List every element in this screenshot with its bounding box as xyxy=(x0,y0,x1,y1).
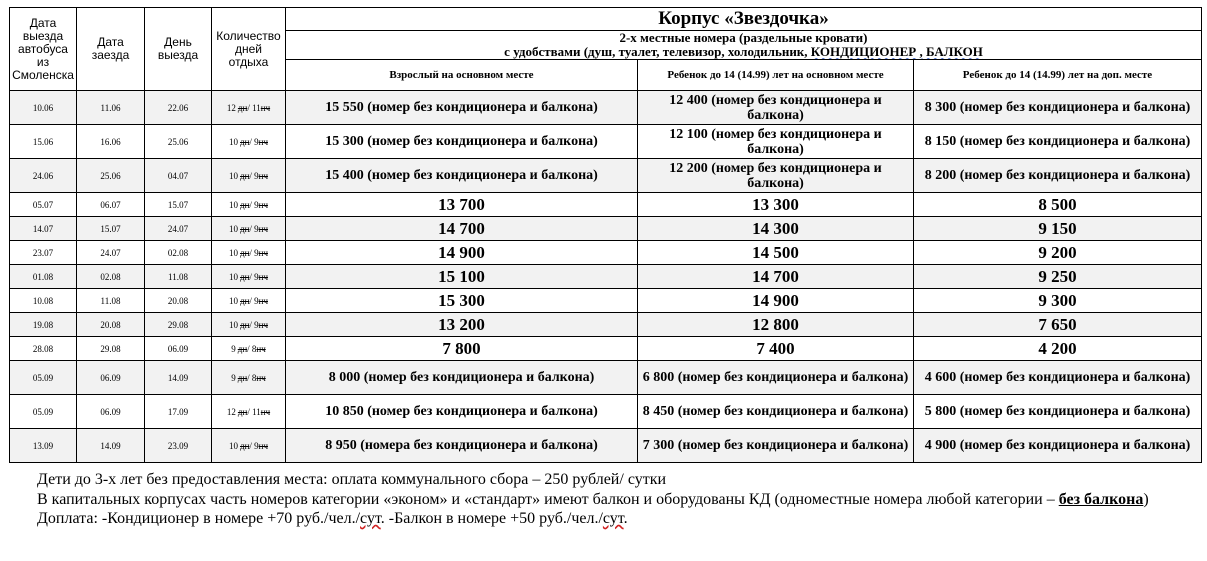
cell-departure-smolensk: 01.08 xyxy=(10,265,77,289)
table-row xyxy=(10,217,1202,241)
cell-departure-day: 22.06 xyxy=(145,91,212,125)
cell-departure-day: 29.08 xyxy=(145,313,212,337)
cell-price-child-main: 12 100 (номер без кондиционера и балкона) xyxy=(638,125,914,159)
category-child-extra: Ребенок до 14 (14.99) лет на доп. месте xyxy=(914,60,1202,91)
cell-departure-day: 25.06 xyxy=(145,125,212,159)
cell-price-child-extra: 9 250 xyxy=(914,265,1202,289)
note-surcharge-c: . xyxy=(623,510,628,527)
category-adult: Взрослый на основном месте xyxy=(286,60,638,91)
days-unit: нч xyxy=(260,406,271,417)
cell-price-child-extra: 8 150 (номер без кондиционера и балкона) xyxy=(914,125,1202,159)
cell-arrival-date: 15.07 xyxy=(77,217,145,241)
cell-arrival-date: 16.06 xyxy=(77,125,145,159)
cell-price-child-main: 12 400 (номер без кондиционера и балкона) xyxy=(638,91,914,125)
days-unit: нч xyxy=(258,199,268,210)
cell-price-child-extra: 9 300 xyxy=(914,289,1202,313)
cell-price-child-main: 14 300 xyxy=(638,217,914,241)
cell-departure-smolensk: 05.09 xyxy=(10,395,77,429)
days-number: 11 xyxy=(252,102,261,113)
days-unit: дн xyxy=(237,102,248,113)
cell-departure-day: 15.07 xyxy=(145,193,212,217)
table-row xyxy=(10,337,1202,361)
cell-departure-day: 02.08 xyxy=(145,241,212,265)
days-number: 10 xyxy=(228,440,238,451)
days-separator: / xyxy=(247,372,252,383)
cell-price-adult: 8 950 (номера без кондиционера и балкона) xyxy=(286,429,638,463)
cell-arrival-date: 29.08 xyxy=(77,337,145,361)
cell-departure-smolensk: 10.06 xyxy=(10,91,77,125)
cell-departure-smolensk: 24.06 xyxy=(10,159,77,193)
days-unit: нч xyxy=(260,102,271,113)
days-separator: / xyxy=(249,223,255,234)
note-balcony-end: ) xyxy=(1143,490,1149,508)
note-surcharge-sut1: сут xyxy=(360,510,381,527)
days-unit: дн xyxy=(239,319,250,330)
cell-days-count xyxy=(212,289,286,313)
days-unit: дн xyxy=(239,223,250,234)
header-arrival-date: Дата заезда xyxy=(77,8,145,91)
cell-days-count xyxy=(212,91,286,125)
cell-departure-day: 20.08 xyxy=(145,289,212,313)
cell-price-child-main: 12 200 (номер без кондиционера и балкона) xyxy=(638,159,914,193)
cell-price-adult: 7 800 xyxy=(286,337,638,361)
cell-departure-smolensk: 05.07 xyxy=(10,193,77,217)
cell-arrival-date: 06.09 xyxy=(77,395,145,429)
days-separator: / xyxy=(249,170,255,181)
cell-price-adult: 8 000 (номер без кондиционера и балкона) xyxy=(286,361,638,395)
table-row xyxy=(10,193,1202,217)
days-separator: / xyxy=(249,440,255,451)
cell-price-child-extra: 9 200 xyxy=(914,241,1202,265)
days-separator: / xyxy=(247,406,253,417)
days-number: 9 xyxy=(254,136,259,147)
cell-days-count xyxy=(212,429,286,463)
days-unit: нч xyxy=(258,136,268,147)
days-unit: дн xyxy=(239,170,250,181)
cell-price-child-extra: 5 800 (номер без кондиционера и балкона) xyxy=(914,395,1202,429)
days-separator: / xyxy=(249,271,255,282)
days-number: 12 xyxy=(226,102,236,113)
days-unit: нч xyxy=(256,372,266,383)
cell-price-child-main: 8 450 (номер без кондиционера и балкона) xyxy=(638,395,914,429)
header-days-count: Количество дней отдыха xyxy=(212,8,286,91)
cell-departure-day: 14.09 xyxy=(145,361,212,395)
cell-departure-smolensk: 14.07 xyxy=(10,217,77,241)
days-unit: дн xyxy=(237,406,248,417)
cell-departure-smolensk: 05.09 xyxy=(10,361,77,395)
category-child-main: Ребенок до 14 (14.99) лет на основном месте xyxy=(638,60,914,91)
header-departure-day: День выезда xyxy=(145,8,212,91)
days-number: 9 xyxy=(254,271,259,282)
cell-departure-day: 11.08 xyxy=(145,265,212,289)
cell-departure-day: 06.09 xyxy=(145,337,212,361)
note-surcharge-a: Доплата: -Кондиционер в номере +70 руб./чел./ xyxy=(37,510,361,527)
cell-arrival-date: 11.06 xyxy=(77,91,145,125)
cell-departure-day: 17.09 xyxy=(145,395,212,429)
days-unit: нч xyxy=(256,343,266,354)
cell-price-child-main: 14 900 xyxy=(638,289,914,313)
subtitle-line1: 2-х местные номера (раздельные кровати) xyxy=(619,30,868,45)
days-unit: нч xyxy=(258,223,268,234)
days-unit: нч xyxy=(258,319,268,330)
table-row xyxy=(10,125,1202,159)
days-unit: дн xyxy=(239,247,250,258)
cell-price-adult: 15 550 (номер без кондиционера и балкона) xyxy=(286,91,638,125)
days-number: 9 xyxy=(231,343,236,354)
cell-price-adult: 15 300 xyxy=(286,289,638,313)
note-surcharge-b: . -Балкон в номере +50 руб./чел./ xyxy=(380,510,603,527)
days-unit: нч xyxy=(258,440,268,451)
note-balcony-text: В капитальных корпусах часть номеров категории «эконом» и «стандарт» имеют балкон и оборудованы КД (одноместные номера любой категории – xyxy=(37,490,1055,508)
cell-price-child-extra: 7 650 xyxy=(914,313,1202,337)
days-number: 9 xyxy=(231,372,236,383)
cell-days-count xyxy=(212,395,286,429)
cell-price-child-main: 14 700 xyxy=(638,265,914,289)
days-separator: / xyxy=(247,343,252,354)
days-unit: дн xyxy=(239,440,250,451)
days-unit: нч xyxy=(258,295,268,306)
days-number: 10 xyxy=(228,170,238,181)
days-unit: нч xyxy=(258,170,268,181)
cell-price-child-extra: 4 600 (номер без кондиционера и балкона) xyxy=(914,361,1202,395)
cell-price-adult: 14 700 xyxy=(286,217,638,241)
days-number: 9 xyxy=(254,199,259,210)
cell-departure-smolensk: 23.07 xyxy=(10,241,77,265)
days-unit: дн xyxy=(239,271,250,282)
cell-price-adult: 14 900 xyxy=(286,241,638,265)
cell-price-adult: 13 700 xyxy=(286,193,638,217)
table-row xyxy=(10,159,1202,193)
days-number: 9 xyxy=(254,170,259,181)
days-number: 8 xyxy=(251,343,257,354)
cell-price-child-extra: 8 200 (номер без кондиционера и балкона) xyxy=(914,159,1202,193)
days-separator: / xyxy=(249,136,255,147)
table-row xyxy=(10,289,1202,313)
days-number: 10 xyxy=(228,271,238,282)
table-row xyxy=(10,241,1202,265)
days-number: 10 xyxy=(228,223,238,234)
days-unit: дн xyxy=(239,136,250,147)
cell-departure-day: 23.09 xyxy=(145,429,212,463)
table-row xyxy=(10,265,1202,289)
notes xyxy=(37,470,1197,529)
cell-price-child-main: 13 300 xyxy=(638,193,914,217)
subtitle-line2 xyxy=(288,45,1199,59)
note-balcony xyxy=(37,490,1197,510)
cell-price-child-main: 7 400 xyxy=(638,337,914,361)
cell-price-adult: 15 400 (номер без кондиционера и балкона) xyxy=(286,159,638,193)
cell-price-child-extra: 4 900 (номер без кондиционера и балкона) xyxy=(914,429,1202,463)
days-unit: нч xyxy=(258,271,268,282)
cell-price-child-extra: 8 500 xyxy=(914,193,1202,217)
cell-departure-smolensk: 19.08 xyxy=(10,313,77,337)
days-number: 10 xyxy=(228,136,238,147)
subtitle-line2-text: с удобствами (душ, туалет, телевизор, холодильник, xyxy=(504,44,808,59)
table-subtitle xyxy=(286,31,1202,60)
table-row xyxy=(10,91,1202,125)
cell-arrival-date: 24.07 xyxy=(77,241,145,265)
cell-days-count xyxy=(212,193,286,217)
days-separator: / xyxy=(249,199,255,210)
note-children-under-3: Дети до 3-х лет без предоставления места: оплата коммунального сбора – 250 рублей/ сутки xyxy=(37,471,667,488)
days-number: 9 xyxy=(254,440,259,451)
days-number: 10 xyxy=(228,199,238,210)
days-number: 9 xyxy=(254,319,259,330)
cell-price-adult: 15 100 xyxy=(286,265,638,289)
days-unit: дн xyxy=(237,372,248,383)
cell-price-child-extra: 8 300 (номер без кондиционера и балкона) xyxy=(914,91,1202,125)
cell-arrival-date: 02.08 xyxy=(77,265,145,289)
days-separator: / xyxy=(249,319,255,330)
table-row xyxy=(10,361,1202,395)
cell-days-count xyxy=(212,241,286,265)
cell-price-adult: 15 300 (номер без кондиционера и балкона) xyxy=(286,125,638,159)
cell-departure-smolensk: 13.09 xyxy=(10,429,77,463)
cell-departure-smolensk: 28.08 xyxy=(10,337,77,361)
table-row xyxy=(10,429,1202,463)
days-number: 10 xyxy=(228,247,238,258)
cell-days-count xyxy=(212,265,286,289)
table-row xyxy=(10,395,1202,429)
cell-price-child-main: 14 500 xyxy=(638,241,914,265)
cell-arrival-date: 11.08 xyxy=(77,289,145,313)
cell-days-count xyxy=(212,337,286,361)
days-separator: / xyxy=(247,102,253,113)
cell-price-child-main: 12 800 xyxy=(638,313,914,337)
cell-price-adult: 10 850 (номер без кондиционера и балкона) xyxy=(286,395,638,429)
cell-days-count xyxy=(212,313,286,337)
subtitle-line2-underlined: КОНДИЦИОНЕР , БАЛКОН xyxy=(810,44,983,59)
note-no-balcony: без балкона xyxy=(1058,490,1144,508)
cell-price-child-extra: 9 150 xyxy=(914,217,1202,241)
cell-departure-day: 04.07 xyxy=(145,159,212,193)
note-surcharge xyxy=(37,509,1197,529)
cell-arrival-date: 06.07 xyxy=(77,193,145,217)
cell-price-child-main: 6 800 (номер без кондиционера и балкона) xyxy=(638,361,914,395)
cell-days-count xyxy=(212,125,286,159)
cell-days-count xyxy=(212,361,286,395)
cell-departure-day: 24.07 xyxy=(145,217,212,241)
days-number: 9 xyxy=(254,247,259,258)
cell-arrival-date: 25.06 xyxy=(77,159,145,193)
days-separator: / xyxy=(249,247,255,258)
cell-departure-smolensk: 10.08 xyxy=(10,289,77,313)
cell-days-count xyxy=(212,217,286,241)
days-separator: / xyxy=(249,295,255,306)
days-number: 9 xyxy=(254,295,259,306)
cell-days-count xyxy=(212,159,286,193)
days-number: 12 xyxy=(226,406,236,417)
header-departure-smolensk: Дата выезда автобуса из Смоленска xyxy=(10,8,77,91)
table-title: Корпус «Звездочка» xyxy=(286,8,1202,31)
note-surcharge-sut2: сут xyxy=(602,510,624,527)
cell-arrival-date: 06.09 xyxy=(77,361,145,395)
cell-price-child-main: 7 300 (номер без кондиционера и балкона) xyxy=(638,429,914,463)
days-number: 9 xyxy=(254,223,259,234)
cell-arrival-date: 14.09 xyxy=(77,429,145,463)
days-unit: дн xyxy=(239,295,250,306)
cell-price-adult: 13 200 xyxy=(286,313,638,337)
cell-arrival-date: 20.08 xyxy=(77,313,145,337)
days-number: 10 xyxy=(228,319,238,330)
price-table xyxy=(9,7,1202,463)
table-row xyxy=(10,313,1202,337)
days-number: 8 xyxy=(251,372,257,383)
days-unit: дн xyxy=(237,343,248,354)
days-unit: нч xyxy=(258,247,268,258)
days-number: 10 xyxy=(228,295,238,306)
cell-price-child-extra: 4 200 xyxy=(914,337,1202,361)
days-number: 11 xyxy=(252,406,261,417)
days-unit: дн xyxy=(239,199,250,210)
cell-departure-smolensk: 15.06 xyxy=(10,125,77,159)
